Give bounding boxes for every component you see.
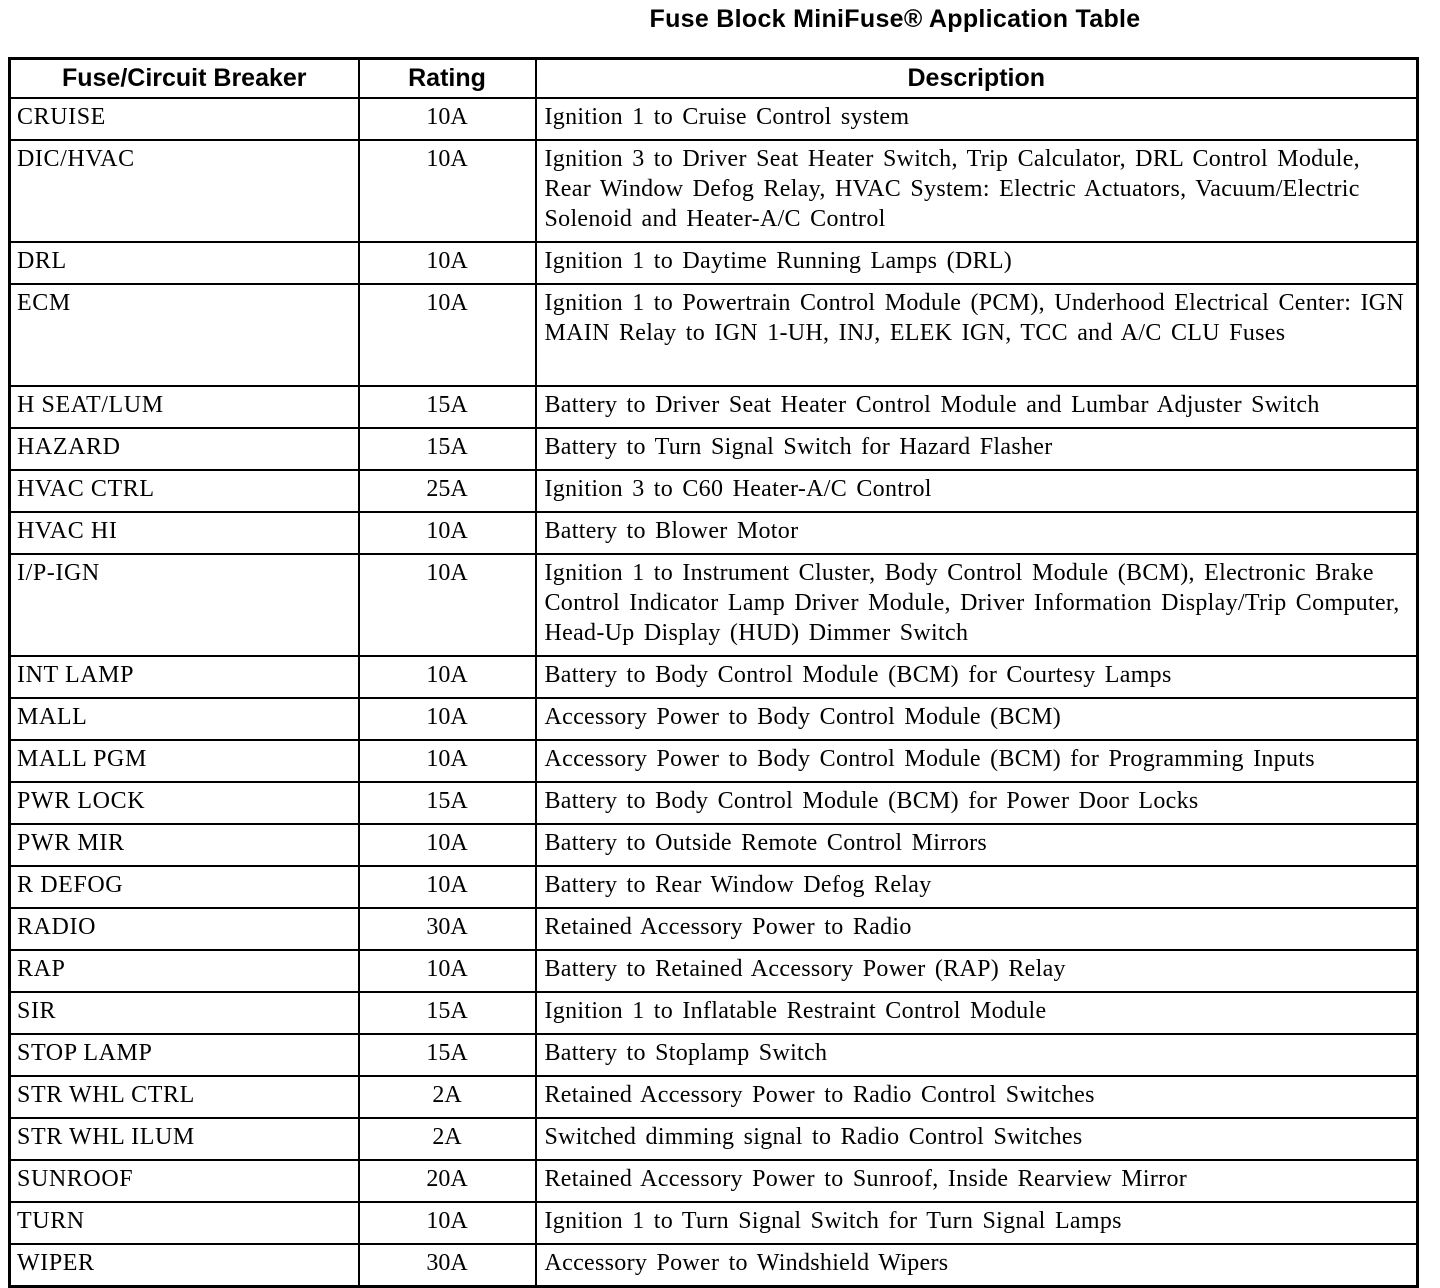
table-row: [10, 1076, 1418, 1118]
rating-cell: 10A: [359, 824, 536, 866]
description-cell: Retained Accessory Power to Sunroof, Inside Rearview Mirror: [536, 1160, 1418, 1202]
description-cell: Battery to Stoplamp Switch: [536, 1034, 1418, 1076]
description-cell: Battery to Body Control Module (BCM) for Courtesy Lamps: [536, 656, 1418, 698]
rating-cell: 10A: [359, 140, 536, 242]
fuse-name-cell: RAP: [10, 950, 359, 992]
fuse-name-cell: TURN: [10, 1202, 359, 1244]
rating-cell: 15A: [359, 992, 536, 1034]
description-cell: Battery to Driver Seat Heater Control Module and Lumbar Adjuster Switch: [536, 386, 1418, 428]
table-row: [10, 512, 1418, 554]
fuse-name-cell: MALL PGM: [10, 740, 359, 782]
rating-cell: 30A: [359, 1244, 536, 1287]
fuse-name-cell: MALL: [10, 698, 359, 740]
table-row: [10, 470, 1418, 512]
rating-cell: 2A: [359, 1076, 536, 1118]
rating-cell: 10A: [359, 512, 536, 554]
fuse-name-cell: RADIO: [10, 908, 359, 950]
fuse-name-cell: SUNROOF: [10, 1160, 359, 1202]
table-row: [10, 1034, 1418, 1076]
column-header-fuse: Fuse/Circuit Breaker: [10, 59, 359, 99]
rating-cell: 15A: [359, 428, 536, 470]
description-cell: Ignition 1 to Turn Signal Switch for Turn Signal Lamps: [536, 1202, 1418, 1244]
table-row: [10, 1160, 1418, 1202]
fuse-name-cell: DRL: [10, 242, 359, 284]
rating-cell: 10A: [359, 1202, 536, 1244]
table-row: [10, 782, 1418, 824]
fuse-name-cell: HVAC HI: [10, 512, 359, 554]
description-cell: Ignition 1 to Inflatable Restraint Control Module: [536, 992, 1418, 1034]
table-header-row: [10, 59, 1418, 99]
table-row: [10, 866, 1418, 908]
description-cell: Accessory Power to Windshield Wipers: [536, 1244, 1418, 1287]
table-row: [10, 1244, 1418, 1287]
fuse-name-cell: SIR: [10, 992, 359, 1034]
fuse-name-cell: H SEAT/LUM: [10, 386, 359, 428]
description-cell: Ignition 1 to Cruise Control system: [536, 98, 1418, 140]
table-row: [10, 98, 1418, 140]
description-cell: Battery to Body Control Module (BCM) for Power Door Locks: [536, 782, 1418, 824]
rating-cell: 15A: [359, 1034, 536, 1076]
rating-cell: 10A: [359, 866, 536, 908]
fuse-name-cell: STR WHL CTRL: [10, 1076, 359, 1118]
description-cell: Retained Accessory Power to Radio Control Switches: [536, 1076, 1418, 1118]
rating-cell: 30A: [359, 908, 536, 950]
table-row: [10, 1118, 1418, 1160]
table-row: [10, 428, 1418, 470]
description-cell: Battery to Rear Window Defog Relay: [536, 866, 1418, 908]
table-row: [10, 284, 1418, 386]
table-row: [10, 824, 1418, 866]
fuse-name-cell: HVAC CTRL: [10, 470, 359, 512]
description-cell: Accessory Power to Body Control Module (BCM): [536, 698, 1418, 740]
fuse-name-cell: STR WHL ILUM: [10, 1118, 359, 1160]
fuse-name-cell: INT LAMP: [10, 656, 359, 698]
rating-cell: 10A: [359, 284, 536, 386]
rating-cell: 10A: [359, 740, 536, 782]
fuse-name-cell: CRUISE: [10, 98, 359, 140]
description-cell: Switched dimming signal to Radio Control Switches: [536, 1118, 1418, 1160]
rating-cell: 15A: [359, 782, 536, 824]
fuse-name-cell: DIC/HVAC: [10, 140, 359, 242]
fuse-name-cell: HAZARD: [10, 428, 359, 470]
table-row: [10, 140, 1418, 242]
fuse-name-cell: PWR MIR: [10, 824, 359, 866]
fuse-name-cell: R DEFOG: [10, 866, 359, 908]
description-cell: Ignition 1 to Daytime Running Lamps (DRL): [536, 242, 1418, 284]
rating-cell: 10A: [359, 242, 536, 284]
fuse-name-cell: I/P-IGN: [10, 554, 359, 656]
page-title: Fuse Block MiniFuse® Application Table: [649, 5, 1141, 33]
table-body: [10, 98, 1418, 1287]
description-cell: Battery to Blower Motor: [536, 512, 1418, 554]
rating-cell: 10A: [359, 656, 536, 698]
description-cell: Ignition 3 to C60 Heater-A/C Control: [536, 470, 1418, 512]
rating-cell: 10A: [359, 950, 536, 992]
description-cell: Ignition 3 to Driver Seat Heater Switch, Trip Calculator, DRL Control Module, Rear Window Defog Relay, HVAC System: Electric Actuators, Vacuum/Electric Solenoid and Heater-A/C Control: [536, 140, 1418, 242]
description-cell: Ignition 1 to Powertrain Control Module (PCM), Underhood Electrical Center: IGN MAIN Relay to IGN 1-UH, INJ, ELEK IGN, TCC and A/C CLU Fuses: [536, 284, 1418, 386]
rating-cell: 10A: [359, 698, 536, 740]
table-row: [10, 908, 1418, 950]
description-cell: Battery to Turn Signal Switch for Hazard Flasher: [536, 428, 1418, 470]
description-cell: Battery to Outside Remote Control Mirrors: [536, 824, 1418, 866]
table-row: [10, 554, 1418, 656]
column-header-description: Description: [536, 59, 1418, 99]
description-cell: Ignition 1 to Instrument Cluster, Body Control Module (BCM), Electronic Brake Control Indicator Lamp Driver Module, Driver Information Display/Trip Computer, Head-Up Display (HUD) Dimmer Switch: [536, 554, 1418, 656]
table-row: [10, 242, 1418, 284]
fuse-application-table: [8, 57, 1419, 1288]
rating-cell: 10A: [359, 98, 536, 140]
rating-cell: 25A: [359, 470, 536, 512]
fuse-name-cell: ECM: [10, 284, 359, 386]
rating-cell: 20A: [359, 1160, 536, 1202]
rating-cell: 2A: [359, 1118, 536, 1160]
column-header-rating: Rating: [359, 59, 536, 99]
table-row: [10, 1202, 1418, 1244]
rating-cell: 15A: [359, 386, 536, 428]
table-row: [10, 656, 1418, 698]
fuse-name-cell: PWR LOCK: [10, 782, 359, 824]
table-row: [10, 698, 1418, 740]
fuse-name-cell: STOP LAMP: [10, 1034, 359, 1076]
description-cell: Battery to Retained Accessory Power (RAP) Relay: [536, 950, 1418, 992]
table-row: [10, 992, 1418, 1034]
fuse-name-cell: WIPER: [10, 1244, 359, 1287]
table-row: [10, 740, 1418, 782]
table-row: [10, 950, 1418, 992]
rating-cell: 10A: [359, 554, 536, 656]
table-row: [10, 386, 1418, 428]
description-cell: Accessory Power to Body Control Module (BCM) for Programming Inputs: [536, 740, 1418, 782]
description-cell: Retained Accessory Power to Radio: [536, 908, 1418, 950]
